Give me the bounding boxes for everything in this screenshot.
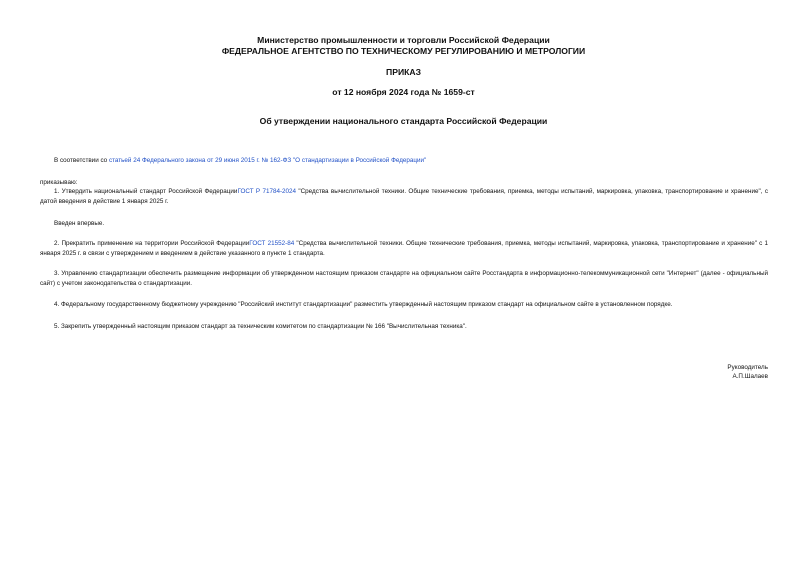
item-2-paragraph: [40, 239, 768, 258]
decree-word: приказываю:: [40, 179, 78, 186]
item-2-prefix: 2. Прекратить применение на территории Российской Федерации: [54, 240, 250, 247]
item-3-paragraph: 3. Управлению стандартизации обеспечить размещение информации об утвержденном настоящим приказом стандарте на официальном сайте Росстандарта в информационно-телекоммуникационной сети "Интернет" (далее - официальный сайт) с учетом законодательства о стандартизации.: [40, 270, 768, 287]
signature-role: Руководитель: [727, 364, 768, 371]
ministry-name: Министерство промышленности и торговли Российской Федерации: [257, 35, 550, 45]
item-1-prefix: 1. Утвердить национальный стандарт Российской Федерации: [54, 188, 238, 195]
gost-r-71784-link[interactable]: ГОСТ Р 71784-2024: [237, 188, 297, 195]
document-date-number: от 12 ноября 2024 года № 1659-ст: [332, 87, 475, 97]
gost-21552-link[interactable]: ГОСТ 21552-84: [249, 240, 295, 247]
item-1-paragraph: [40, 187, 768, 206]
signature-name: А.П.Шалаев: [732, 373, 768, 380]
intro-paragraph: [40, 156, 768, 166]
item-1-suffix: "Средства вычислительной техники. Общие технические требования, приемка, методы испытаний, маркировка, упаковка, транспортирование и хранение", с датой введения в действие 1 января 2025 г.: [40, 188, 768, 205]
document-title: Об утверждении национального стандарта Российской Федерации: [259, 116, 548, 126]
intro-prefix: В соответствии со: [54, 157, 109, 164]
first-introduced-note: Введен впервые.: [54, 220, 105, 227]
agency-name: ФЕДЕРАЛЬНОЕ АГЕНТСТВО ПО ТЕХНИЧЕСКОМУ РЕГУЛИРОВАНИЮ И МЕТРОЛОГИИ: [221, 46, 586, 56]
item-2-suffix: "Средства вычислительной техники. Общие технические требования, приемка, методы испытаний, маркировка, упаковка, транспортирование и хранение" с 1 января 2025 г. в связи с утверждением и введением в действие указанного в пункте 1 стандарта.: [40, 240, 769, 257]
item-5-paragraph: 5. Закрепить утвержденный настоящим приказом стандарт за техническим комитетом по стандартизации № 166 "Вычислительная техника".: [54, 323, 467, 330]
document-type: ПРИКАЗ: [386, 67, 421, 77]
law-link[interactable]: статьей 24 Федерального закона от 29 июня 2015 г. № 162-ФЗ "О стандартизации в Российской Федерации": [108, 157, 427, 164]
item-4-paragraph: 4. Федеральному государственному бюджетному учреждению "Российский институт стандартизации" разместить утвержденный настоящим приказом стандарт на официальном сайте в установленном порядке.: [54, 301, 673, 308]
